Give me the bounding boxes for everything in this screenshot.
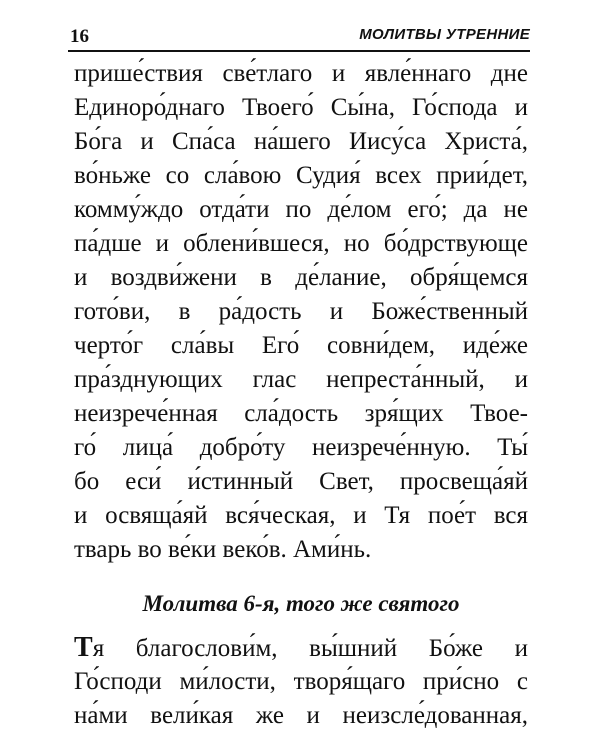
running-head: МОЛИТВЫ УТРЕННИЕ	[359, 26, 530, 43]
text-line: черто́г сла́вы Его́ совни́дем, иде́же	[74, 332, 528, 359]
text-line: на́ми вели́кая же и неизсле́дованная,	[74, 702, 528, 729]
text-line-first	[74, 631, 528, 665]
text-line: Единоро́днаго Твоего́ Сы́на, Го́спода и	[74, 94, 528, 121]
text-line: и освяща́яй вся́ческая, и Тя пое́т вся	[74, 502, 528, 529]
text-line: па́дше и облени́вшеся, но бо́дрствующе	[74, 230, 528, 257]
text-line: гото́ви, в ра́дость и Боже́ственный	[74, 298, 528, 325]
prayer-text	[74, 631, 528, 733]
first-line-rest: я благослови́м, вы́шний Бо́же и	[92, 635, 528, 662]
text-line: го́ лица́ добро́ту неизрече́нную. Ты́	[74, 434, 528, 461]
text-line: и воздви́жени в де́лание, обря́щемся	[74, 264, 528, 291]
prayer-title: Молитва 6-я, того же святого	[142, 591, 460, 616]
text-line: Бо́га и Спа́са на́шего Иису́са Христа́,	[74, 128, 528, 155]
text-line: бо еси́ и́стинный Свет, просвеща́яй	[74, 468, 528, 495]
page-header	[68, 20, 530, 52]
initial-letter: Т	[74, 632, 93, 663]
page-number: 16	[70, 26, 89, 47]
text-line: прише́ствия све́тлаго и явле́ннаго дне	[74, 60, 528, 87]
text-line: Го́споди ми́лости, творя́щаго при́сно с	[74, 668, 528, 695]
text-line: пра́зднующих глас непреста́нный, и	[74, 366, 528, 393]
text-line: комму́ждо отда́ти по де́лом его́; да не	[74, 196, 528, 223]
prayer-text-continuation	[74, 57, 528, 567]
text-line: тварь во ве́ки веко́в. Ами́нь.	[74, 536, 372, 563]
text-line: во́ньже со сла́вою Судия́ всех прии́дет,	[74, 162, 528, 189]
text-line: неизрече́нная сла́дость зря́щих Твое-	[74, 400, 528, 427]
